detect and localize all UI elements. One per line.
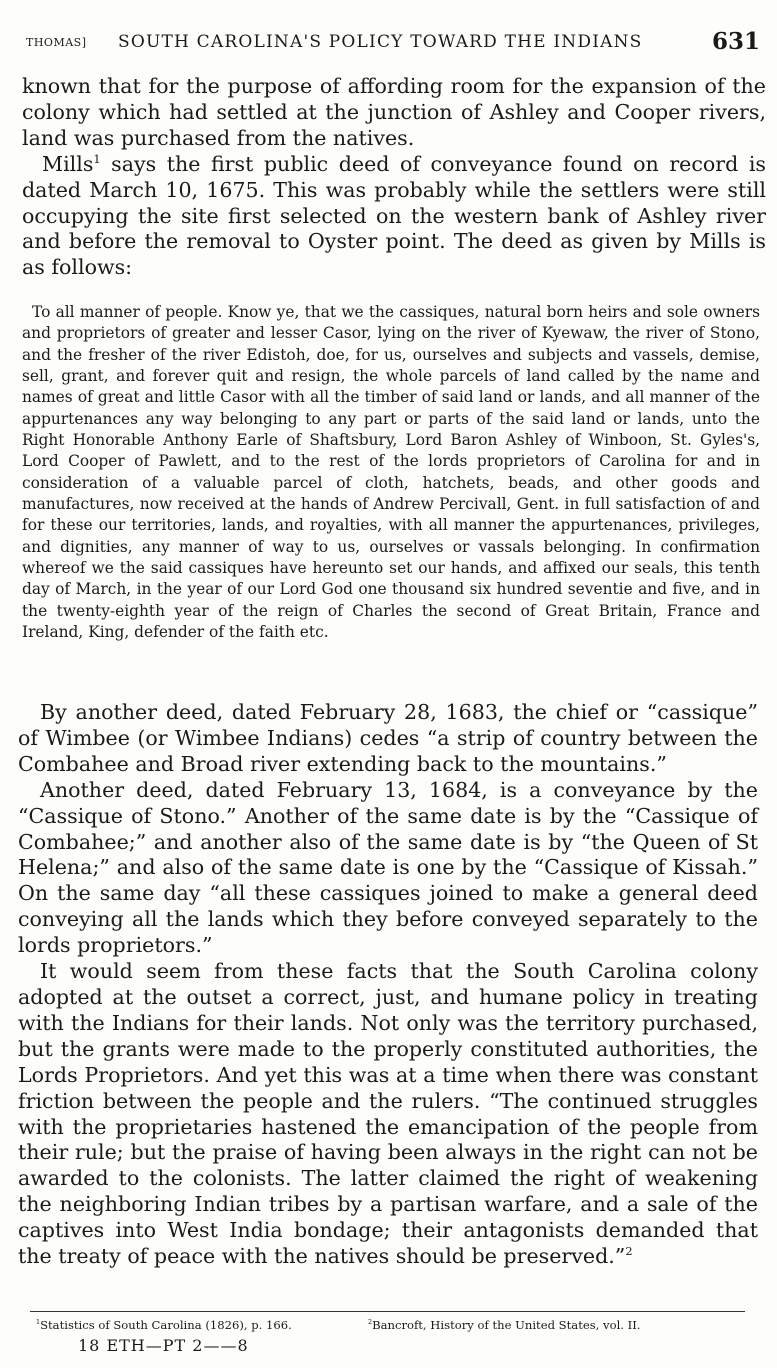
paragraph	[18, 959, 758, 1270]
running-head-title: SOUTH CAROLINA'S POLICY TOWARD THE INDIANS	[118, 32, 643, 52]
paragraph	[22, 152, 766, 282]
footnote-ref: 2	[625, 1244, 633, 1259]
running-head	[26, 30, 766, 64]
paragraph-text: says the first public deed of conveyance found on record is dated March 10, 1675. This was probably while the settlers were still occupying the site first selected on the western bank of Ashley river and before the removal to Oyster point. The deed as given by Mills is as follows:	[22, 151, 766, 280]
page-number: 631	[711, 28, 760, 55]
signature-mark: 18 ETH—PT 2——8	[78, 1336, 249, 1355]
footnote	[36, 1318, 292, 1332]
paragraph-text: It would seem from these facts that the South Carolina colony adopted at the outset a correct, just, and humane policy in treating with the Indians for their lands. Not only was the territory purchased, but the grants were made to the properly constituted authorities, the Lords Proprietors. And yet this was at a time when there was constant friction between the people and the rulers. “The continued struggles with the proprietaries hastened the emancipation of the people from their rule; but the praise of having been always in the right can not be awarded to the colonists. The latter claimed the right of weakening the neighboring Indian tribes by a partisan warfare, and a sale of the captives into West India bondage; their antagonists demanded that the treaty of peace with the natives should be preserved.”	[18, 959, 758, 1269]
paragraph: By another deed, dated February 28, 1683, the chief or “cassique” of Wimbee (or Wimbee Indians) cedes “a strip of country between the Combahee and Broad river extending back to the mountains.”	[18, 700, 758, 776]
footnote-ref: 1	[93, 151, 101, 166]
body-text-lower	[18, 700, 758, 1270]
paragraph: known that for the purpose of affording room for the expansion of the colony which had settled at the junction of Ashley and Cooper rivers, land was purchased from the natives.	[22, 74, 766, 150]
paragraph: Another deed, dated February 13, 1684, is a conveyance by the “Cassique of Stono.” Another of the same date is by the “Cassique of Combahee;” and another also of the same date is by “the Queen of St Helena;” and also of the same date is one by the “Cassique of Kissah.” On the same day “all these cassiques joined to make a general deed conveying all the lands which they before conveyed separately to the lords proprietors.”	[18, 777, 758, 958]
footnote-text: Bancroft, History of the United States, vol. II.	[372, 1318, 641, 1332]
footnote-mark: 1	[36, 1318, 41, 1327]
footnotes	[36, 1318, 746, 1332]
footnote	[368, 1318, 641, 1332]
quotation-text: To all manner of people. Know ye, that we the cassiques, natural born heirs and sole owners and proprietors of greater and lesser Casor, lying on the river of Kyewaw, the river of Stono, and the fresher of the river Edistoh, doe, for us, ourselves and subjects and vassels, demise, sell, grant, and forever quit and resign, the whole parcels of land called by the name and names of great and little Casor with all the timber of said land or lands, and all manner of the appurtenances any way belonging to any part or parts of the said land or lands, unto the Right Honorable Anthony Earle of Shaftsbury, Lord Baron Ashley of Winboon, St. Gyles's, Lord Cooper of Pawlett, and to the rest of the lords proprietors of Carolina for and in consideration of a valuable parcel of cloth, hatchets, beads, and other goods and manufactures, now received at the hands of Andrew Percivall, Gent. in full satisfaction of and for these our territories, lands, and royalties, with all manner the appurtenances, privileges, and dignities, any manner of way to us, ourselves or vassals belonging. In confirmation whereof we the said cassiques have hereunto set our hands, and affixed our seals, this tenth day of March, in the year of our Lord God one thousand six hundred seventie and five, and in the twenty-eighth year of the reign of Charles the second of Great Britain, France and Ireland, King, defender of the faith etc.	[22, 303, 760, 642]
footnote-text: Statistics of South Carolina (1826), p. 166.	[40, 1318, 292, 1332]
paragraph-text: Mills	[42, 151, 94, 176]
deed-quotation	[22, 302, 760, 644]
running-head-author: THOMAS]	[26, 36, 87, 49]
footnote-divider	[30, 1311, 745, 1312]
footnote-mark: 2	[368, 1318, 373, 1327]
body-text-upper	[22, 74, 766, 281]
